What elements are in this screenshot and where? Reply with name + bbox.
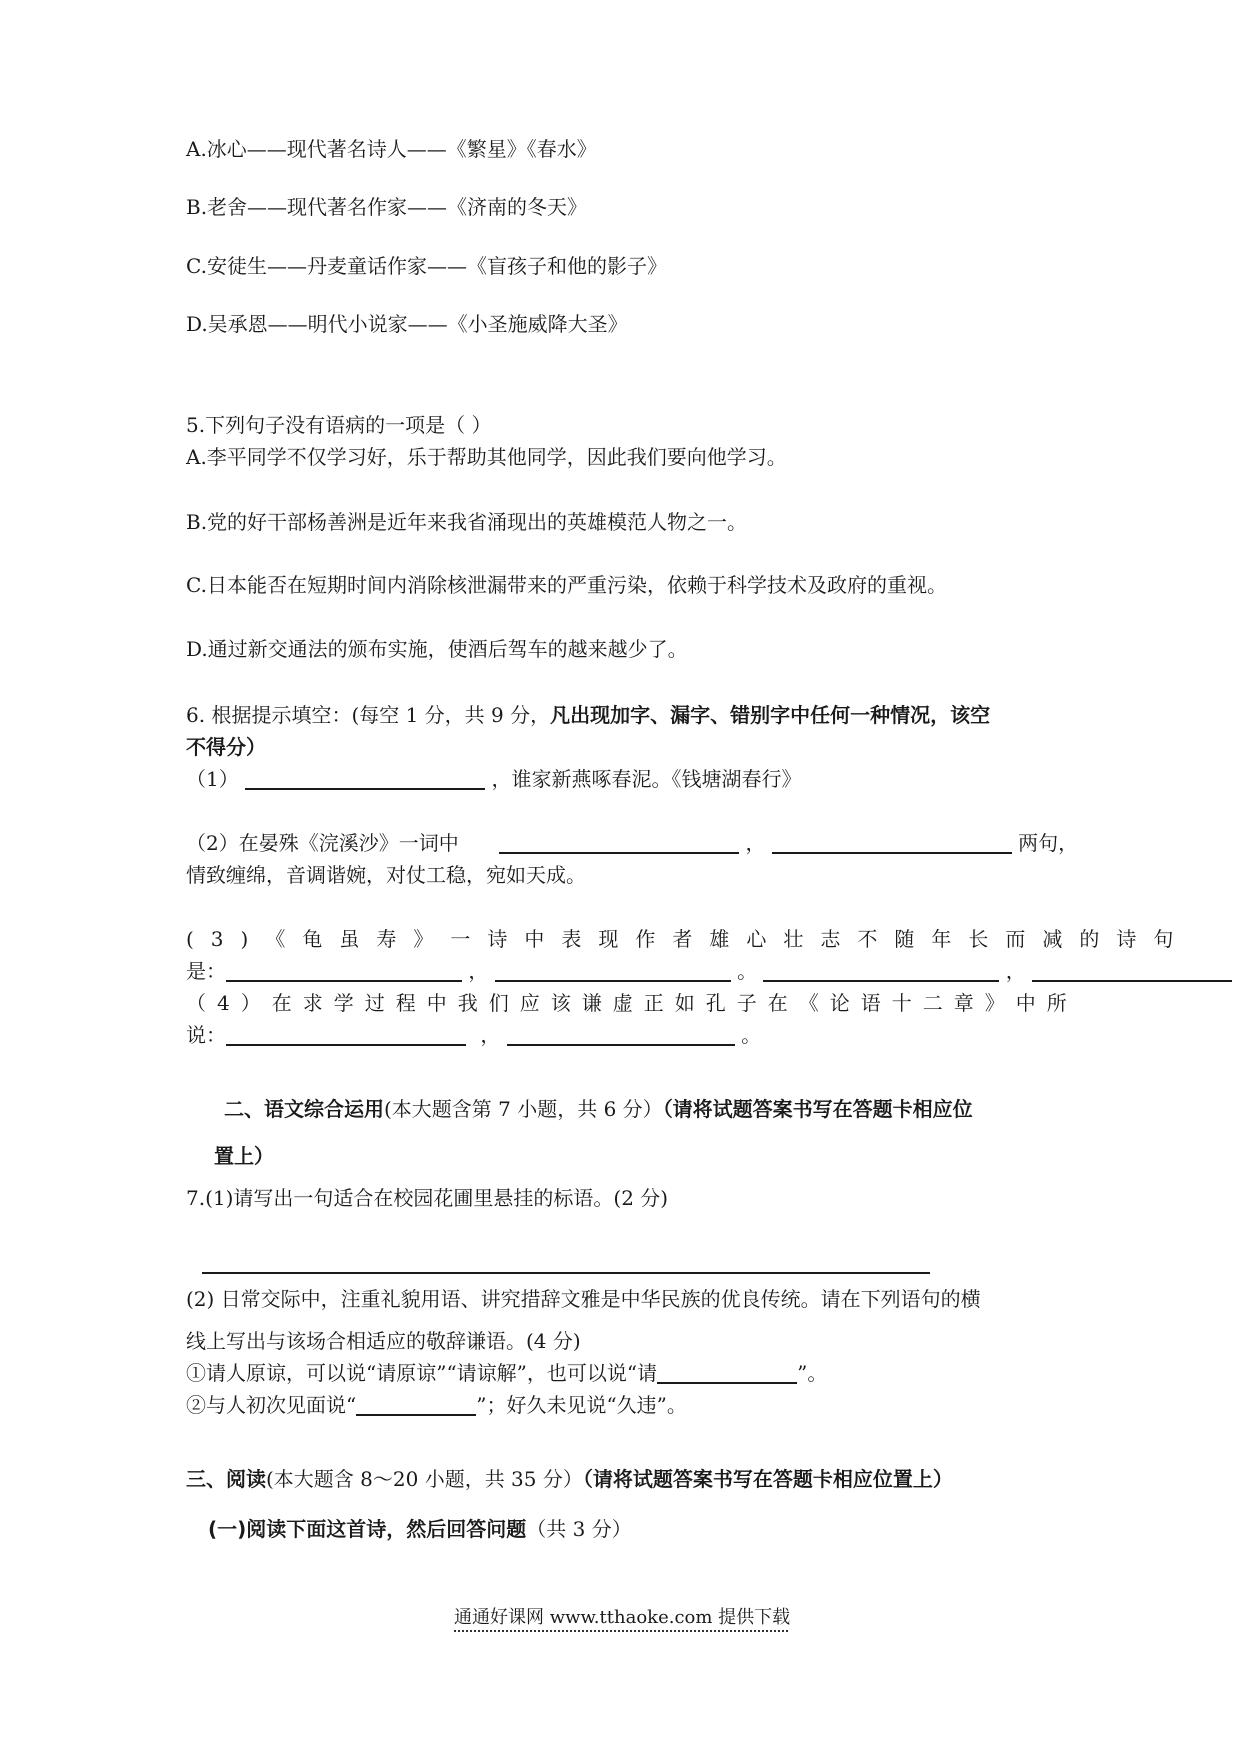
q7-item2-text: ②与人初次见面说“ — [186, 1393, 357, 1417]
section3-heading-plain: (本大题含 8～20 小题，共 35 分） — [266, 1467, 583, 1491]
q7-item-1 — [186, 1360, 827, 1386]
q6-item4-end: 。 — [741, 1023, 762, 1047]
section2-heading-note-2: 置上） — [214, 1144, 274, 1168]
q7-item1-text: ①请人原谅，可以说“请原谅”“请谅解”，也可以说“请 — [186, 1361, 658, 1385]
q6-item3-blank-2[interactable] — [495, 960, 731, 982]
q4-option-b: B.老舍——现代著名作家——《济南的冬天》 — [186, 195, 588, 219]
q6-item1-suffix: ，谁家新燕啄春泥。《钱塘湖春行》 — [491, 767, 802, 791]
q6-item4-sep1: ， — [480, 1023, 501, 1047]
q6-item4-prefix: 说： — [186, 1023, 226, 1047]
q6-item-4-blanks — [186, 1022, 761, 1048]
q6-item3-sep2: 。 — [737, 959, 758, 983]
q6-item1-blank[interactable] — [245, 768, 485, 790]
section3-heading-note: （请将试题答案书写在答题卡相应位置上） — [582, 1467, 953, 1491]
q7-answer-line[interactable] — [202, 1272, 930, 1274]
q4-option-d: D.吴承恩——明代小说家——《小圣施威降大圣》 — [186, 312, 628, 336]
section2-heading-note: （请将试题答案书写在答题卡相应位 — [662, 1097, 973, 1121]
q6-item2-blank-2[interactable] — [772, 832, 1012, 854]
footer-source: 通通好课网 www.tthaoke.com 提供下载 — [454, 1607, 791, 1628]
q4-option-a: A.冰心——现代著名诗人——《繁星》《春水》 — [186, 137, 597, 161]
q6-stem-bold: 凡出现加字、漏字、错别字中任何一种情况，该空 — [550, 703, 991, 727]
q5-option-a: A.李平同学不仅学习好，乐于帮助其他同学，因此我们要向他学习。 — [186, 445, 787, 469]
q6-item3-blank-4[interactable] — [1032, 960, 1232, 982]
q5-option-c: C.日本能否在短期时间内消除核泄漏带来的严重污染，依赖于科学技术及政府的重视。 — [186, 573, 947, 597]
q6-item4-blank-2[interactable] — [507, 1024, 735, 1046]
q6-item2-suffix: 两句， — [1018, 831, 1079, 855]
q6-item4-text: （4）在求学过程中我们应该谦虚正如孔子在《论语十二章》中所 — [186, 991, 1078, 1015]
q6-item1-prefix: （1） — [186, 767, 239, 791]
q4-option-c: C.安徒生——丹麦童话作家——《盲孩子和他的影子》 — [186, 254, 667, 278]
q6-item2-blank-1[interactable] — [499, 832, 739, 854]
q7-part1: 7.(1)请写出一句适合在校园花圃里悬挂的标语。(2 分) — [186, 1186, 669, 1210]
section3-heading-bold: 三、阅读 — [186, 1467, 266, 1491]
q7-part2-line2: 线上写出与该场合相适应的敬辞谦语。(4 分) — [186, 1329, 581, 1353]
q7-item-2 — [186, 1392, 687, 1418]
q6-item3-blank-1[interactable] — [226, 960, 462, 982]
q6-item4-blank-1[interactable] — [226, 1024, 466, 1046]
q7-item2-end: ”；好久未见说“久违”。 — [476, 1393, 687, 1417]
q6-item-2 — [186, 830, 1078, 856]
q5-option-d: D.通过新交通法的颁布实施，使酒后驾车的越来越少了。 — [186, 637, 688, 661]
section2-heading-bold: 二、语文综合运用 — [224, 1097, 384, 1121]
q6-item2-line2: 情致缠绵，音调谐婉，对仗工稳，宛如天成。 — [186, 863, 586, 887]
section3-heading — [186, 1466, 953, 1492]
q6-item3-blank-3[interactable] — [763, 960, 999, 982]
q6-stem-plain: 6. 根据提示填空：(每空 1 分，共 9 分， — [186, 703, 551, 727]
q7-item1-blank[interactable] — [657, 1362, 797, 1384]
q6-item3-line1 — [186, 926, 1191, 952]
q6-item3-sep3: ， — [1005, 959, 1026, 983]
q6-stem-bold-2: 不得分） — [186, 735, 266, 759]
section3-sub-plain: （共 3 分） — [526, 1517, 632, 1541]
q7-item1-end: ”。 — [797, 1361, 828, 1385]
q6-stem — [186, 702, 990, 728]
q6-item3-text: (3)《龟虽寿》一诗中表现作者雄心壮志不随年长而减的诗句 — [186, 927, 1191, 951]
q6-item3-sep1: ， — [468, 959, 489, 983]
q6-item3-prefix: 是： — [186, 959, 226, 983]
section3-subheading — [208, 1516, 632, 1542]
q6-item-1 — [186, 766, 801, 792]
section2-heading — [224, 1096, 973, 1122]
q7-item2-blank[interactable] — [356, 1394, 476, 1416]
section3-sub-bold: (一)阅读下面这首诗，然后回答问题 — [208, 1517, 527, 1541]
q6-item-3-blanks — [186, 958, 1232, 984]
q6-item4-line1 — [186, 990, 1078, 1016]
q6-item2-mid: ， — [745, 831, 766, 855]
q5-option-b: B.党的好干部杨善洲是近年来我省涌现出的英雄模范人物之一。 — [186, 510, 748, 534]
q6-item2-prefix: （2）在晏殊《浣溪沙》一词中 — [186, 831, 459, 855]
section2-heading-plain: (本大题含第 7 小题，共 6 分） — [384, 1097, 663, 1121]
q7-part2-line1: (2) 日常交际中，注重礼貌用语、讲究措辞文雅是中华民族的优良传统。请在下列语句的横 — [186, 1287, 981, 1311]
q5-stem: 5.下列句子没有语病的一项是（ ） — [186, 413, 492, 437]
